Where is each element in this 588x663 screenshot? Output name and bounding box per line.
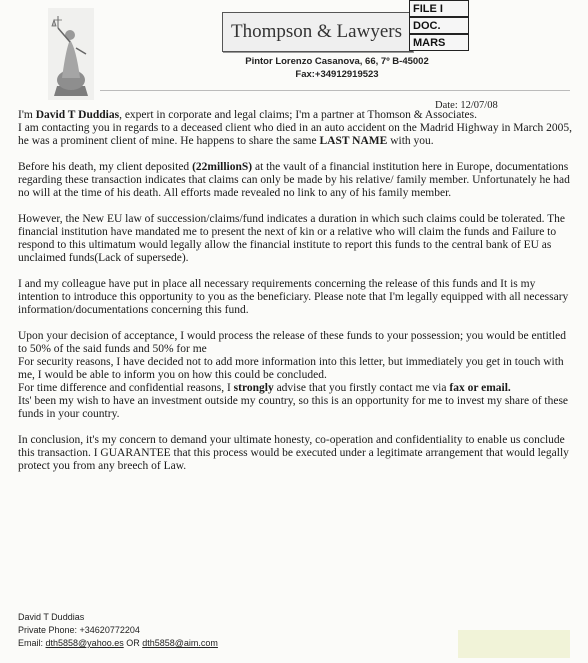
- justice-statue-icon: [48, 8, 94, 100]
- paragraph-security: For security reasons, I have decided not to add more information into this letter, but immediately you get in touch with me, I would be able to inform you on how this could be concluded.: [18, 356, 564, 381]
- signature-block: [18, 611, 458, 650]
- email-link-aim[interactable]: dth5858@aim.com: [142, 638, 218, 648]
- address-line: Pintor Lorenzo Casanova, 66, 7º B-45002: [245, 56, 429, 67]
- fax-line: Fax:+34912919523: [295, 69, 379, 80]
- signature-name: David T Duddias: [18, 612, 85, 622]
- header-divider: [100, 90, 570, 91]
- paragraph-intro: I'm David T Duddias, expert in corporate and legal claims; I'm a partner at Thomson & Associates.: [18, 109, 477, 121]
- signature-phone: Private Phone: +34620772204: [18, 625, 140, 635]
- firm-name: Thompson & Lawyers: [231, 21, 402, 42]
- paragraph-investment: Its' been my wish to have an investment outside my country, so this is an opportunity for me to invest my share of these funds in your country.: [18, 395, 569, 420]
- tab-file: FILE I: [409, 0, 469, 17]
- firm-address: [222, 55, 452, 81]
- letter-date: Date: 12/07/08: [435, 100, 498, 111]
- paragraph-acceptance: Upon your decision of acceptance, I would process the release of these funds to your possession; you would be entitled to 50% of the said funds and 50% for me: [18, 330, 567, 355]
- paragraph-contact: For time difference and confidential reasons, I strongly advise that you firstly contact me via fax or email.: [18, 382, 511, 394]
- paragraph-requirements: I and my colleague have put in place all necessary requirements concerning the release of this funds and It is my intention to introduce this opportunity to you as the beneficiary. Please note that I'm legally equipped with all necessary information/documentations concerning this fund.: [18, 278, 569, 316]
- paragraph-client: I am contacting you in regards to a deceased client who died in an auto accident on the Madrid Highway in March 2005, he was a prominent client of mine. He happens to share the same LAST NAME with you.: [18, 122, 573, 147]
- tab-doc: DOC.: [409, 17, 469, 34]
- sender-name: David T Duddias: [35, 109, 120, 121]
- file-tabs: [409, 0, 469, 60]
- firm-name-box: [222, 12, 413, 52]
- signature-email: Email: dth5858@yahoo.es OR dth5858@aim.com: [18, 638, 218, 648]
- paragraph-deposit: Before his death, my client deposited (22millionS) at the vault of a financial institution here in Europe, documentations regarding these transaction indicates that claims can only be made by his relative/ family member. Unfortunately he had no will at the time of his death. All efforts made revealed no link to any of his family member.: [18, 161, 570, 199]
- paragraph-law: However, the New EU law of succession/claims/fund indicates a duration in which such claims could be tolerated. The financial institution have mandated me to present the next of kin or a relative who will claim the funds and Failure to respond to this ultimatum would legally allow the financial institute to report this funds to the central bank of EU as unclaimed funds(Lack of supersede).: [18, 213, 566, 264]
- letter-body: [18, 109, 573, 486]
- tab-mars: MARS: [409, 34, 469, 51]
- scan-smudge: [458, 630, 570, 658]
- paragraph-conclusion: In conclusion, it's my concern to demand your ultimate honesty, co-operation and confidentiality to enable us conclude this transaction. I GUARANTEE that this process would be executed under a legitimate arrangement that would legally protect you from any breech of Law.: [18, 434, 569, 472]
- email-link-yahoo[interactable]: dth5858@yahoo.es: [45, 638, 124, 648]
